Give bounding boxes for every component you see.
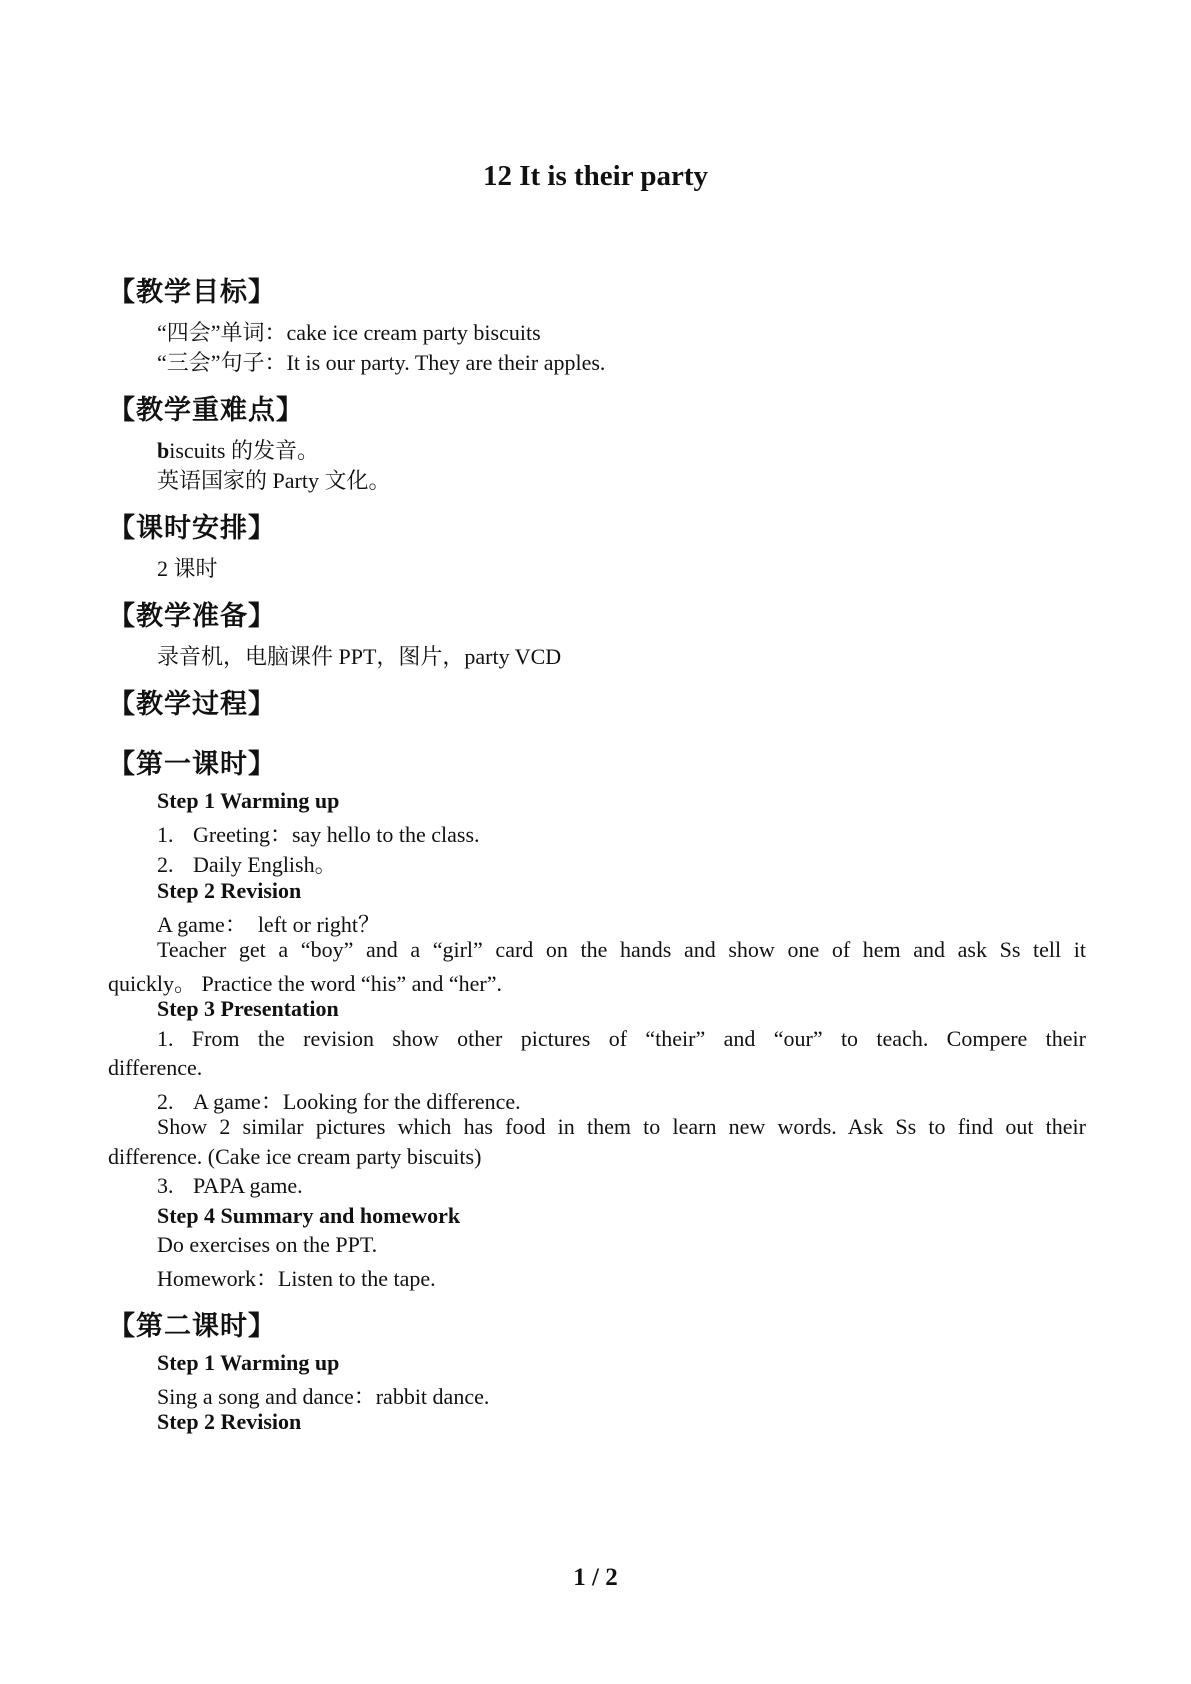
lesson1-step1-item-1 — [157, 818, 480, 849]
heading-schedule: 【课时安排】 — [108, 513, 276, 544]
objectives-line-1: “四会”单词：cake ice cream party biscuits — [157, 320, 541, 345]
lesson1-step2-line-1: A game： left or right？ — [157, 912, 381, 937]
key-points-line-1-rest: iscuits 的发音。 — [169, 438, 319, 463]
item-number: 3. — [157, 1173, 174, 1198]
lesson1-step3-title: Step 3 Presentation — [157, 996, 339, 1021]
item-text: PAPA game. — [193, 1173, 303, 1198]
heading-key-points: 【教学重难点】 — [108, 395, 304, 426]
preparation-line-1: 录音机，电脑课件 PPT，图片，party VCD — [157, 644, 562, 669]
item-text: Daily English。 — [193, 852, 337, 877]
lesson1-step1-title: Step 1 Warming up — [157, 788, 340, 813]
key-points-line-1 — [157, 434, 319, 465]
lesson1-step2-paragraph-a: Teacher get a “boy” and a “girl” card on the hands and show one of hem and ask Ss tell it — [157, 937, 1086, 962]
item-number: 1. — [157, 822, 174, 847]
lesson1-step3-item-3 — [157, 1173, 303, 1199]
heading-preparation: 【教学准备】 — [108, 601, 276, 632]
key-points-line-2: 英语国家的 Party 文化。 — [157, 468, 391, 493]
item-text: A game：Looking for the difference. — [193, 1089, 521, 1114]
lesson1-step2-title: Step 2 Revision — [157, 878, 302, 903]
key-points-bold-letter: b — [157, 438, 170, 463]
lesson1-step2-paragraph-b: quickly。 Practice the word “his” and “her”. — [108, 971, 503, 996]
heading-objectives: 【教学目标】 — [108, 277, 276, 308]
lesson1-step4-title: Step 4 Summary and homework — [157, 1203, 461, 1228]
lesson1-step4-line-1: Do exercises on the PPT. — [157, 1232, 378, 1257]
heading-lesson-1: 【第一课时】 — [108, 749, 276, 780]
page-number: 1 / 2 — [573, 1564, 618, 1591]
lesson1-step4-line-2: Homework：Listen to the tape. — [157, 1266, 436, 1291]
lesson2-step1-title: Step 1 Warming up — [157, 1350, 340, 1375]
lesson1-step3-paragraph-a: Show 2 similar pictures which has food in them to learn new words. Ask Ss to find out their — [157, 1114, 1086, 1139]
item-number: 2. — [157, 852, 174, 877]
item-text: Greeting：say hello to the class. — [193, 822, 480, 847]
lesson2-step2-title: Step 2 Revision — [157, 1409, 302, 1434]
lesson1-step3-paragraph-b: difference. (Cake ice cream party biscuits) — [108, 1144, 482, 1169]
schedule-line-1: 2 课时 — [157, 556, 218, 581]
heading-lesson-2: 【第二课时】 — [108, 1311, 276, 1342]
lesson1-step1-item-2 — [157, 848, 337, 879]
lesson1-step3-item-2 — [157, 1085, 521, 1116]
lesson1-step3-item-1b: difference. — [108, 1055, 203, 1080]
heading-process: 【教学过程】 — [108, 689, 276, 720]
objectives-line-2: “三会”句子：It is our party. They are their apples. — [157, 350, 606, 375]
lesson2-step1-line-1: Sing a song and dance：rabbit dance. — [157, 1384, 490, 1409]
document-title: 12 It is their party — [482, 160, 708, 192]
item-number: 2. — [157, 1089, 174, 1114]
lesson1-step3-item-1a: 1. From the revision show other pictures of “their” and “our” to teach. Compere their — [157, 1026, 1086, 1051]
